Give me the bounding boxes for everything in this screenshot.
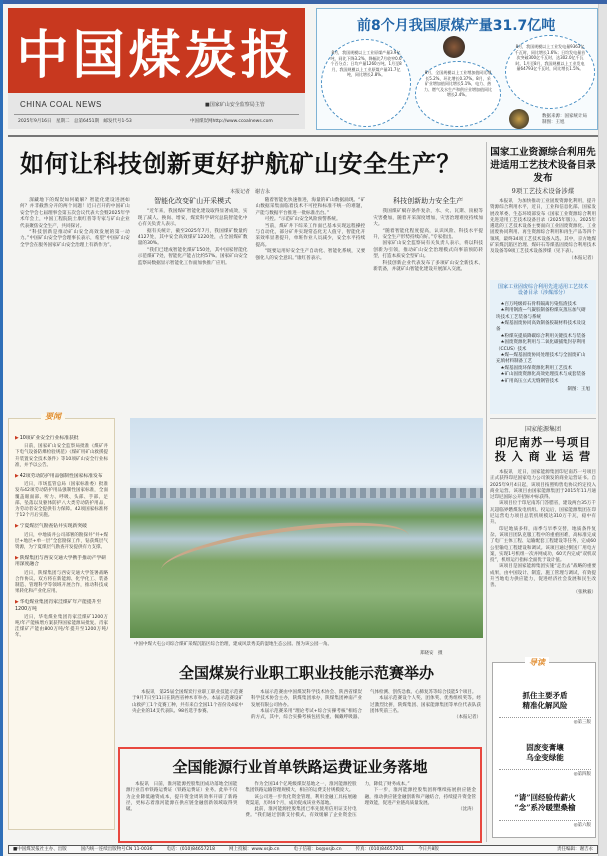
masthead-logo: 中国煤炭报 (8, 8, 305, 93)
guide-line: “念”系冷暖塑桑榆 (514, 803, 576, 812)
guide-line: 精准化解风险 (522, 701, 568, 710)
paragraph: 该项目位于印尼南苏门答腊省，建设两台35万千瓦超临界燃煤发电机组。投运后，国家能源集团在印尼运营电力项目总装机规模达310万千瓦，稳中有升。 (490, 501, 596, 526)
paragraph: 作为全国14个亿吨级煤炭基地之一，淮河能源控股集团铁路运输管理规模大，相应的运费支付规模庞大。 (245, 782, 357, 794)
masthead-sponsor: ■国家矿山安全监察局主管 (205, 102, 265, 108)
sidebar-logo: 要闻 (41, 414, 65, 420)
catalog-item: ★煤—煤基固废协同处理技术与全固废矿山充填材料制备工艺 (496, 353, 586, 365)
sidebar-item-title[interactable]: ▶ 华电煤业集团肖家洼煤矿年产能提升至1200万吨 (15, 600, 108, 612)
paragraph: 此前，淮河能源控股集团已率先使用信用证支付电费。“我们通过创新支付模式，有效缓解了企业资金压力，降低了财务成本。” (245, 782, 410, 819)
infographic-source (542, 114, 587, 126)
sidebar-item-title[interactable]: ▶ 10项矿业安全行业标准获批 (15, 436, 108, 442)
paragraph: 该公司进一步优化资金管理，利用金融工具拓展融资渠道，历时4个月，成功促成该业务落地。 (245, 794, 357, 806)
lead-headline[interactable]: 如何让科技创新更好护航矿山安全生产？ (20, 150, 461, 178)
guide-item[interactable] (499, 793, 591, 813)
catalog-box (490, 280, 596, 414)
infographic (316, 8, 598, 130)
footer-item: 今日共8版 (418, 847, 439, 852)
footer (8, 845, 598, 854)
lead-body (20, 198, 483, 410)
wetland-park-photo (130, 418, 483, 638)
paragraph: “科技创新是推动矿山安全高效发展的第一动力。”中国矿山安全学会理事长表示，希望“中国矿山安全学会在服务国家矿山安全治理上有新作为”。 (20, 230, 130, 248)
paragraph: “近年来，我国煤矿智能化建设取得显著成效，实现了减人、换岗、增安，煤炭科学研究总院智能化中心有关负责人表示。 (137, 209, 248, 228)
photo-caption: 中国中煤大屯公司综合煤矿采煤沉陷区综合治理，建成风景秀美的湿地生态公园。图为该公园一角。 (134, 642, 332, 647)
right-top-subtitle: 9项工艺技术设备涉煤 (511, 187, 575, 195)
sidebar-item-body: 近日，市场监管总局（国家标准委）批准发布42项劳动防护用品强制性国家标准，全面覆盖眼面部、听力、呼吸、头部、手部、足部、坠落以及躯体防护八大类劳动防护用品，为劳动者安全提供有力保障。42项国家标准将于12个月后实施。 (15, 482, 108, 519)
guide-line: 乌金变绿能 (526, 753, 564, 762)
paragraph: 本届示范赛由中国煤炭科学技术协会、陕西省煤炭科学技术协会主办，陕煤集团承办，陕煤集团神南产业发展有限公司协办。 (251, 690, 362, 708)
guide-logo: 导读 (525, 657, 549, 668)
paragraph: 印尼地质多样，雨季与旱季交替，地质条件复杂。该项目团队克服工程中的重重困难，高标准完成了电厂主体工程、运输配套工程建设等任务，完成60公里输电工程建设和调试。该项目通过倒送厂用电方案，实现1号机组一次并网成功，60天内完成“双机双投”，机组运行指标全面优于设计值。 (490, 526, 596, 564)
paragraph: 据有关统计，截至2025年7月，我国煤矿数量约4127处，其中安全高效煤矿1220处，占全国煤矿数量的30%。 (137, 228, 248, 247)
sidebar-item-body: 近日，陕煤集团与西安交通大学签署战略合作协议。双方将在新能源、化学化工、装备制造、管理科学等领域开展合作，推动科技成果转化和产业化应用。 (15, 570, 108, 595)
column-divider (486, 142, 487, 842)
power-photo (509, 109, 529, 129)
info-bubble: 8月，我国规模以上工业发电量9363亿千瓦时，同比增长1.6%；日均发电量首次突破300亿千瓦时，达302.0亿千瓦时。1月至8月，我国规模以上工业发电量64793亿千瓦时，同比增长1.5%。 (505, 35, 595, 109)
website: 中国煤炭网http://www.ccoalnews.com (190, 119, 273, 124)
guide-line: 固废变膏壤 (526, 743, 564, 752)
story2-headline[interactable]: 全国煤炭行业职工职业技能示范赛举办 (178, 664, 434, 682)
paragraph: 我国煤矿赋存条件复杂，水、火、瓦斯、顶板等灾害叠加，随着开采深度增加，灾害治理难度持续加大。 (373, 209, 483, 228)
divider (490, 418, 596, 419)
footer-item: 网上投稿：www.xsjb.cn (229, 847, 280, 852)
right-mid-kicker: 国家能源集团 (524, 426, 561, 433)
paragraph: 深藏地下的煤炭如何破解？智能化建设进展如何？并非截然分开的两个问题！近日召开的中国矿山安全学会七届理事会第五次会议代表大会暨2025年学术年会上，中国工程院院士康红普等专家与矿山企业代表聚焦安全生产，共同探讨。 (20, 198, 130, 229)
paragraph: “我们已建成智能化煤矿150处，其中国家智能化示范煤矿7处，智能化产能占比约57%。国家矿山安全监察局数据显示智能化工作面加快推广应用。 (137, 247, 248, 266)
source: （沈涛） (457, 807, 476, 813)
left-edge (0, 0, 3, 856)
paragraph: 随着智能化快速推进，海量的矿山数据涌现。“矿山数据采集面临着技术不可控和标准不统一的难题，产能与数据平台推进一批标准出台。” (255, 198, 366, 216)
guide-line: “请”回经验传薪火 (514, 793, 576, 802)
info-bubble: 8月，我国规模以上工业原煤产量3.9亿吨，同比下降3.2%，降幅比7月收窄0.6个百分点；日均产量1260万吨。1月至8月，我国规模以上工业原煤产量31.7亿吨，同比增长2.8%。 (321, 39, 411, 127)
catalog-item: ★矿山固废资源化高效处理技术与成套装备 (500, 372, 586, 378)
infographic-title: 前8个月我国原煤产量31.7亿吨 (357, 18, 556, 34)
date-line: 2025年9月16日 星期二 总第6451期 邮发代号1-53 (18, 119, 132, 124)
catalog-item: ★利用钢渣—气凝胶制备粉煤灰蒸压加气砌块技术工艺装备与系统 (496, 308, 586, 320)
catalog-title: 国家工业固废综合利用先进适用工艺技术设备目录（涉煤部分） (497, 284, 588, 297)
paragraph: 当前，煤矿井下综采工作面已基本实现远程操控与自动化，部分矿井实现常态化无人值守，智能化开采效率显著提升，单班作业人员减少，安全水平持续提高。 (255, 223, 366, 248)
town-skyline (130, 488, 483, 498)
sidebar-item-body: 日前，国家矿山安全监察局批准《煤矿井下电气设备防爆检验规范》《煤矿用矿山救援提升装置安全技术条件》等10项矿山安全行业标准，并予以公告。 (15, 444, 108, 468)
header-rule (8, 135, 598, 137)
source: （本报记者） (569, 255, 596, 261)
paragraph: “既要运用好安全生产自动化、智能化系统，又要强化人的安全意识。”康红普表示。 (255, 249, 366, 261)
paragraph: 本届示范赛采用“理论考试+综合实操考核”相结合的方式，其中，综合实操考核包括负重、佩戴呼吸器、气体检测、创伤急救、心肺复苏等综合技能5个项目。 (251, 690, 477, 721)
page-guide (492, 658, 596, 838)
story2-body (132, 690, 481, 740)
coal-machine-photo (443, 36, 465, 58)
guide-page: ◎第三版 (499, 717, 591, 725)
scrollbar[interactable] (598, 4, 607, 856)
photo-credit: 郑晓安 摄 (420, 651, 443, 656)
boardwalk (158, 511, 413, 595)
subhead: 科技创新助力安全生产 (393, 197, 464, 205)
sidebar-item-title[interactable]: ▶ 陕煤集团与西安交通大学携手推动产学研用深度融合 (15, 556, 108, 568)
guide-line: 抓住主要矛盾 (522, 691, 568, 700)
sidebar-item-body: 近日，华电煤业集团肖家洼煤矿1200万吨/年产能核增方案获得国家能源局批复。肖家洼煤矿产能由800万吨/年提升至1200万吨/年。 (15, 614, 108, 639)
footer-item: ■中国煤炭报社主办、出版 (13, 847, 67, 852)
top-bar (0, 0, 607, 4)
story3-headline[interactable]: 全国能源行业首单铁路运费证业务落地 (172, 758, 428, 776)
paragraph: 国家矿山安全监察局有关负责人表示，将以科技创新为引领，推动矿山安全治理模式向事前预防转型，打造本质安全型矿山。 (373, 241, 483, 260)
guide-item[interactable] (499, 691, 591, 711)
sidebar-item-title[interactable]: ▶ 宁夏煤层气勘查钻井实现新突破 (15, 524, 108, 530)
catalog-item: ★固废资源化利用与二氧化碳捕集封存利用（CCUS）技术 (496, 340, 586, 352)
guide-page: ◎第六版 (499, 820, 591, 828)
paragraph: 下一步，淮河能源控股集团将继续拓展供应链金融，推动供应链金融创新和产融结合，持续提升资金管理效能，促进产业链高质量发展。 (364, 788, 476, 806)
paragraph: “随着智能化程度提高，认识风险、科技水平提升，安全生产形势持续向好。”专家指出。 (373, 228, 483, 241)
catalog-item: ★粉煤灰提质降碳综合利用关键技术与装备 (500, 333, 586, 339)
subhead: 智能化改变矿山开采模式 (154, 197, 232, 205)
headline-line: 投 入 商 业 运 营 (494, 450, 592, 463)
right-mid-body (490, 470, 596, 645)
right-top-body (490, 199, 596, 262)
source-text: 数据来源：国家统计局 (542, 114, 587, 119)
lead-byline: 本报记者 谢吉永 (230, 189, 271, 195)
paragraph: 可控。“示范矿山安全风险预警系统。 (264, 217, 341, 223)
footer-item: 电话：(010)84657218 (166, 847, 216, 852)
source: （本报记者） (454, 715, 481, 721)
news-sidebar (8, 412, 115, 830)
catalog-item: ★煤基固废环保资源化利用工艺技术 (500, 365, 573, 371)
sidebar-item-body: 近日，中地质井公司部署的勘探井“井+煤层+地层+单一层”全套勘探工作，钻获煤层气资源，为宁夏煤层气勘查开发提供有力支撑。 (15, 532, 108, 551)
paragraph: 本报讯 近日，国家能源集团印尼南苏一号项目正式获得印尼国家电力公司颁发的商业运营证书。自2025年9月4日起，该项目按照购售电协议约定投入商业运营。该项目由国家能源集团于2015年11月通过印尼国际公开招标中标获得。 (490, 470, 596, 501)
catalog-item: ★矿用高压立式无缝钢管技术 (500, 378, 559, 384)
info-bubble: 8月，全国规模以上工业增加值同比增长5.2%，环比增长0.37%。8月，采矿业增加值同比增长5.1%，电力、热力、燃气及水生产和供应业增加值同比增长2.4%。 (415, 61, 501, 127)
headline-line: 印尼南苏一号项目 (495, 436, 591, 449)
sidebar-item-title[interactable]: ▶ 42项劳动防护用品强制性国家标准发布 (15, 474, 108, 480)
right-top-headline[interactable]: 国家工业资源综合利用先进适用工艺技术设备目录发布 (490, 147, 596, 184)
catalog-credit: 制图：王旭 (567, 387, 590, 393)
guide-page: ◎第四版 (499, 769, 591, 777)
paragraph: 本报讯 日前，淮河能源控股集团成功落地全国能源行业首单铁路运费证（铁路运费证）业务。此举不仅为企业降低融资成本，提升资金周转效率开辟了新路径，更标志着淮河能源在供应链金融创新领域取得突破。 (126, 782, 238, 813)
right-mid-headline[interactable] (490, 436, 596, 464)
guide-item[interactable] (499, 743, 591, 763)
catalog-item: ★煤基固废协同高效制备胶凝材料技术及设备 (496, 321, 586, 333)
source: （张秋毅） (573, 589, 596, 595)
credit-text: 制图：王旭 (542, 120, 565, 125)
masthead-english: CHINA COAL NEWS (20, 100, 102, 109)
paragraph: 本报讯 为加快推动工业固废资源化利用，提升资源综合利用水平，近日，工业和信息化部、国家发展改革委、生态环境部发布《国家工业资源综合利用先进适用工艺技术设备目录（2025年版）》。2025年遴选的工艺技术设备主要面向工业固废资源化、工业固废协同利用、再生资源综合利用和再生产品等四个领域，最终34项工艺技术设备入选。其中，京方地煤矿采煤沉陷区治理、煤矸石等煤基固废综合利用技术及设备等9项工艺技术设备涉煤（见下表）。 (490, 199, 596, 255)
paragraph: 本报讯 第25届全国煤炭行业职工职业技能示范赛于9月7日至11日在陕西省神木市举办。本届示范赛设矿山救护工1个竞赛工种，共有来自全国11个省份及4家中央企业的14支代表队、98名选手参赛。 (132, 690, 243, 714)
footer-item: 国内统一连续出版物号CN 11-0036 (80, 847, 153, 852)
footer-item: 电子信箱：bs@xsjb.cn (293, 847, 342, 852)
divider (14, 114, 299, 115)
paragraph: 该项目是国家能源集团实施“走出去”战略的重要成果，由中国设计、制造、施工管理与调试，有效提升当地电力供应能力，促进经济社会发展和民生改善。 (490, 564, 596, 589)
catalog-item: ★百万吨级碎石骨料隔离污染焦渣技术 (500, 301, 577, 307)
story3-body (126, 782, 476, 840)
footer-item: 传真：(010)84657201 (355, 847, 405, 852)
paragraph: 科技创新企业代表发布了多项矿山安全新技术、新装备，并就矿山智能化建设开展深入交流。 (373, 260, 483, 273)
paragraph: 本届示范赛设个人奖、团体奖、优秀组织奖等。经过激烈比拼，陕煤集团、国家能源集团等单位代表队获团体奖前三名。 (370, 696, 481, 714)
footer-editor: 责任编辑：谢吉永 (557, 847, 593, 852)
